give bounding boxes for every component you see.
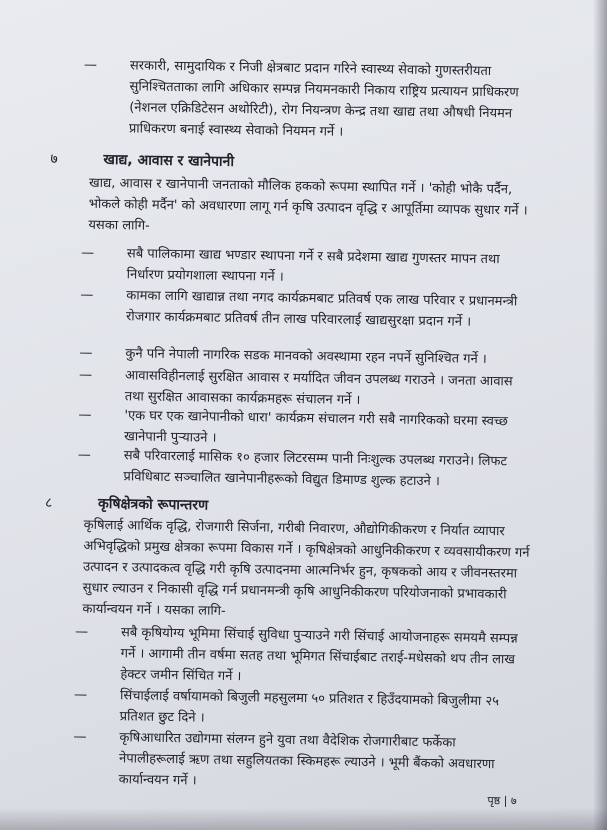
bullet-dash: — — [78, 367, 93, 383]
page-edge-shadow — [593, 0, 607, 830]
section7-title: खाद्य, आवास र खानेपानी — [103, 151, 235, 170]
bullet-dash: — — [74, 624, 89, 640]
section8-bullet-text: सबै कृषियोग्य भूमिमा सिंचाई सुविधा पुऱ्याउने गरी सिंचाई आयोजनाहरू समयमै सम्पन्न गर्ने । आगामी तीन वर्षमा सतह तथा भूमिगत सिंचाईबाट तराई-मधेसको थप तीन लाख हेक्टर जमीन सिंचित गर्ने । — [120, 625, 518, 685]
section7-bullet-text: आवासविहीनलाई सुरक्षित आवास र मर्यादित जीवन उपलब्ध गराउने । जनता आवास तथा सुरक्षित आवासका कार्यक्रमहरू संचालन गर्ने । — [124, 368, 513, 408]
bullet-dash: — — [78, 407, 92, 423]
bullet-dash: — — [77, 447, 91, 463]
page-number: पृष्ठ | ७ — [487, 794, 517, 808]
section8-bullet — [73, 685, 526, 733]
section7-bullet-text: सबै पालिकामा खाद्य भण्डार स्थापना गर्ने र सबै प्रदेशमा खाद्य गुणस्तर मापन तथा निर्धारण प्रयोगशाला स्थापना गर्ने । — [126, 246, 500, 285]
section8-intro: कृषिलाई आर्थिक वृद्धि, रोजगारी सिर्जना, गरीबी निवारण, औद्योगिकीकरण र निर्यात व्यापार अभिवृद्धिको प्रमुख क्षेत्रका रूपमा विकास गर्ने । कृषिक्षेत्रको आधुनिकीकरण र व्यवसायीकरण गर्न उत्पादन र उत्पादकत्व वृद्धि गरी कृषि उत्पादनमा आत्मनिर्भर हुन, कृषकको आय र जीवनस्तरमा सुधार ल्याउन र निकासी वृद्धि गर्न प्रधानमन्त्री कृषि आधुनिकीकरण परियोजनाको प्रभावकारी कार्यान्वयन गर्ने । यसका लागि- — [82, 517, 530, 619]
bullet-dash: — — [79, 345, 93, 361]
section7-heading — [50, 150, 235, 171]
section8-bullet-text: कृषिआधारित उद्योगमा संलग्न हुने युवा तथा वैदेशिक रोजगारीबाट फर्केका नेपालीहरूलाई ऋण तथा सहुलियतका स्किमहरू ल्याउने । भूमी बैंकको अवधारणा कार्यान्वयन गर्ने । — [118, 730, 495, 789]
section7-bullet — [80, 285, 532, 333]
section7-intro: खाद्य, आवास र खानेपानी जनताको मौलिक हकको रूपमा स्थापित गर्ने । 'कोही भोकै पर्दैन, भोकले कोही मर्दैन' को अवधारणा लागू गर्न कृषि उत्पादन वृद्धि र आपूर्तिमा व्यापक सुधार गर्ने । यसका लागि- — [88, 175, 528, 234]
intro-bullet — [83, 55, 545, 146]
section7-bullet-text: कुनै पनि नेपाली नागरिक सडक मानवको अवस्थामा रहन नपर्ने सुनिश्चित गर्ने । — [125, 346, 487, 367]
section8-number: ८ — [44, 495, 53, 512]
section8-heading — [44, 494, 209, 515]
page-bottom-shadow — [0, 808, 607, 830]
section7-bullet-text: 'एक घर एक खानेपानीको धारा' कार्यक्रम संचालन गरी सबै नागरिकको घरमा स्वच्छ खानेपानी पुऱ्याउने । — [123, 408, 508, 446]
section8-bullet — [73, 727, 525, 796]
bullet-dash: — — [80, 245, 95, 261]
section8-title: कृषिक्षेत्रको रूपान्तरण — [97, 495, 209, 514]
intro-bullet-text: सरकारी, सामुदायिक र निजी क्षेत्रबाट प्रदान गरिने स्वास्थ्य सेवाको गुणस्तरीयता सुनिश्चितताका लागि अधिकार सम्पन्न नियमनकारी निकाय राष्ट्रिय प्रत्यायन प्राधिकरण (नेशनल एक्रिडिटेसन अथोरिटी), रोग नियन्त्रण केन्द्र तथा खाद्य तथा औषधी नियमन प्राधिकरण बनाई स्वास्थ्य सेवाको नियमन गर्ने । — [128, 58, 519, 140]
section7-bullet — [80, 243, 532, 291]
section8-bullet — [74, 622, 526, 691]
bullet-dash: — — [80, 287, 94, 303]
bullet-dash: — — [73, 729, 87, 745]
section7-bullet — [77, 445, 529, 493]
bullet-dash: — — [83, 57, 98, 73]
bullet-dash: — — [73, 687, 88, 703]
section7-bullet-text: कामका लागि खाद्यान्न तथा नगद कार्यक्रमबाट प्रतिवर्ष एक लाख परिवार र प्रधानमन्त्री रोजगार कार्यक्रमबाट प्रतिवर्ष तीन लाख परिवारलाई खाद्यसुरक्षा प्रदान गर्ने । — [125, 288, 518, 330]
section7-bullet-text: सबै परिवारलाई मासिक १० हजार लिटरसम्म पानी निःशुल्क उपलब्ध गराउने। लिफट प्रविधिबाट सञ्चालित खानेपानीहरूको विद्युत डिमाण्ड शुल्क हटाउने । — [123, 448, 508, 490]
section8-bullet-text: सिंचाईलाई वर्षायामको बिजुली महसुलमा ५० प्रतिशत र हिउँदयामको बिजुलीमा २५ प्रतिशत छुट दिने । — [119, 688, 500, 726]
section7-number: ७ — [50, 151, 58, 168]
